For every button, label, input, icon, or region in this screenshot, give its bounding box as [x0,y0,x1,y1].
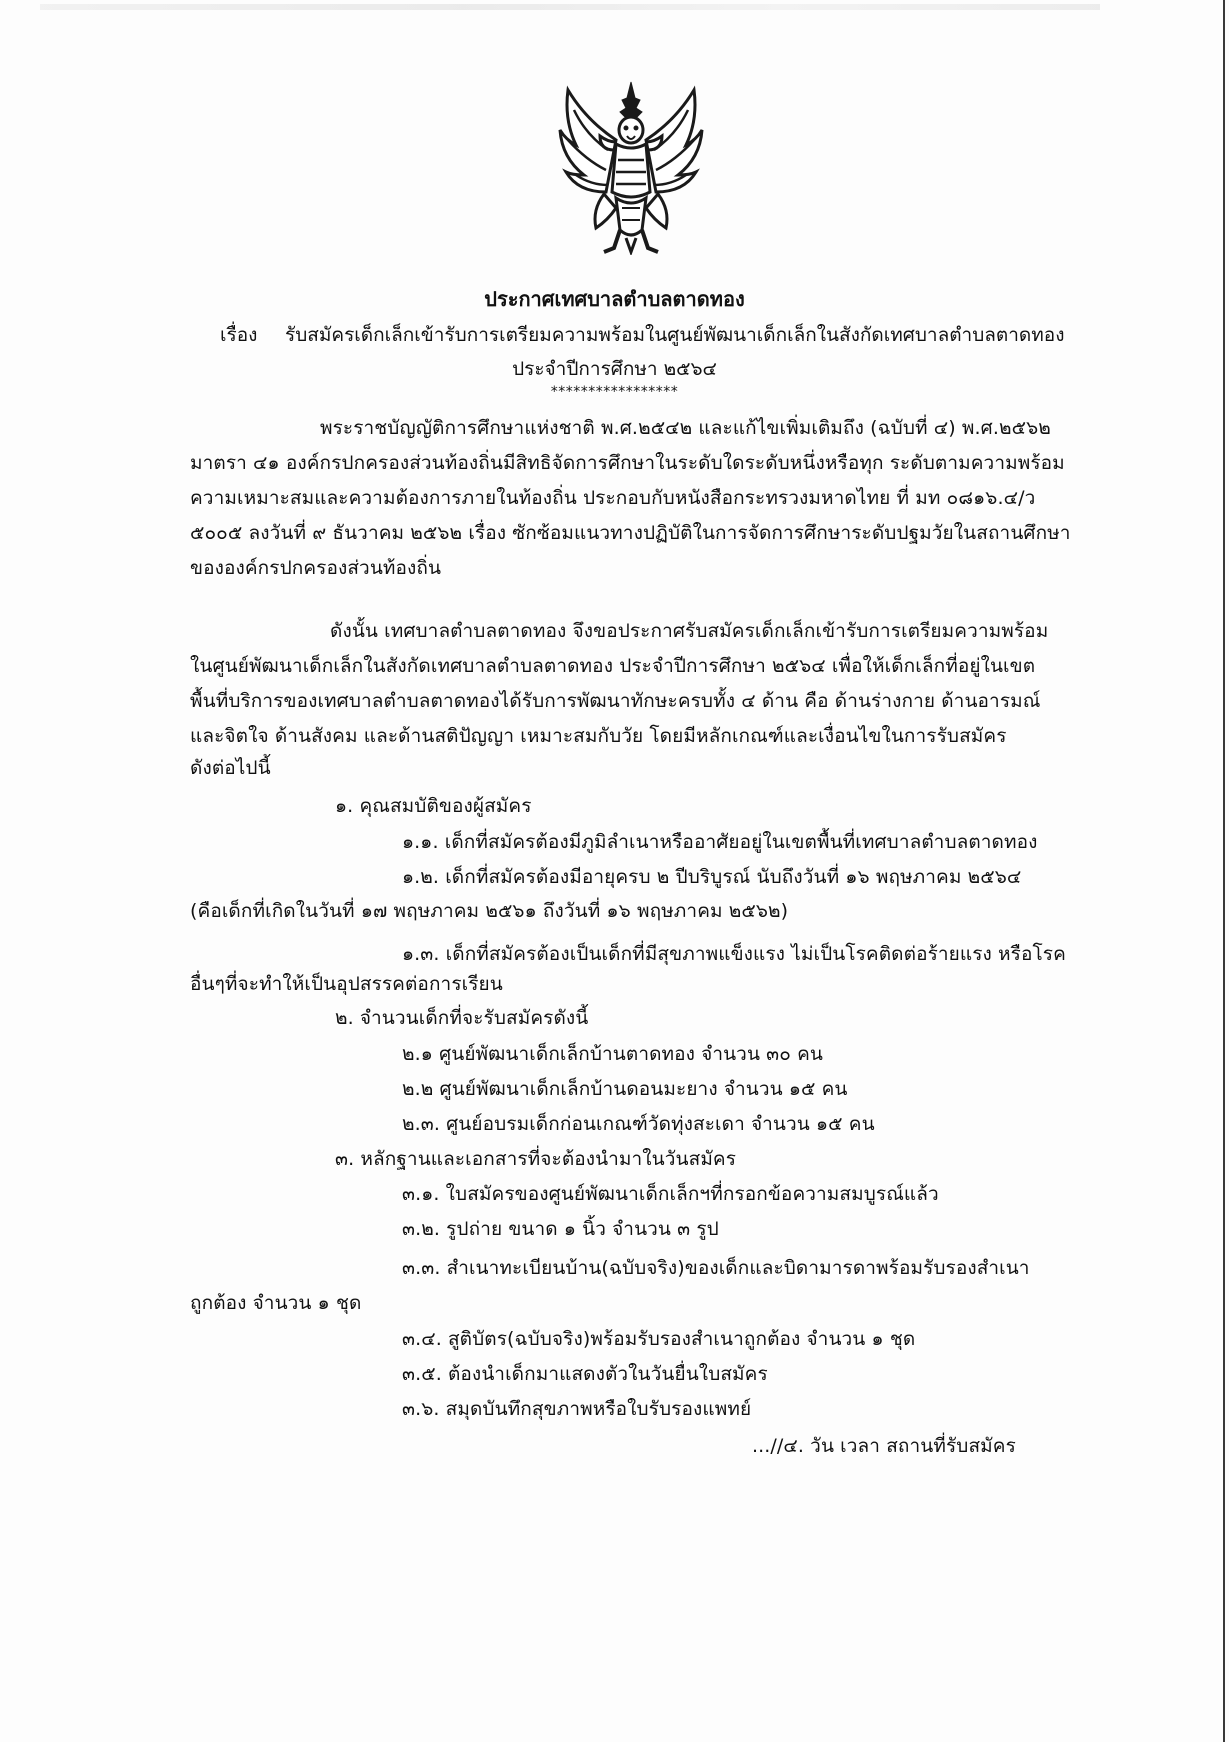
scan-artifact [40,4,1100,10]
section-3-item-6: ๓.๖. สมุดบันทึกสุขภาพหรือใบรับรองแพทย์ [402,1398,752,1420]
section-3-item-3: ๓.๓. สำเนาทะเบียนบ้าน(ฉบับจริง)ของเด็กและบิดามารดาพร้อมรับรองสำเนา [402,1257,1030,1279]
section-1-item-2-cont: (คือเด็กที่เกิดในวันที่ ๑๗ พฤษภาคม ๒๕๖๑ ถึงวันที่ ๑๖ พฤษภาคม ๒๕๖๒) [190,900,789,922]
subject-line-1: รับสมัครเด็กเล็กเข้ารับการเตรียมความพร้อมในศูนย์พัฒนาเด็กเล็กในสังกัดเทศบาลตำบลตาดทอง [285,324,1065,346]
separator: ***************** [550,384,679,400]
section-1-item-3: ๑.๓. เด็กที่สมัครต้องเป็นเด็กที่มีสุขภาพแข็งแรง ไม่เป็นโรคติดต่อร้ายแรง หรือโรค [402,943,1066,965]
paragraph-1-line-3: ความเหมาะสมและความต้องการภายในท้องถิ่น ประกอบกับหนังสือกระทรวงมหาดไทย ที่ มท ๐๘๑๖.๔/ว [190,487,1036,509]
section-3-item-5: ๓.๕. ต้องนำเด็กมาแสดงตัวในวันยื่นใบสมัคร [402,1363,768,1385]
paragraph-2-line-5: ดังต่อไปนี้ [190,757,271,779]
section-2-item-3: ๒.๓. ศูนย์อบรมเด็กก่อนเกณฑ์วัดทุ่งสะเดา จำนวน ๑๕ คน [402,1113,875,1135]
section-2-item-1: ๒.๑ ศูนย์พัฒนาเด็กเล็กบ้านตาดทอง จำนวน ๓๐ คน [402,1043,823,1065]
section-1-item-1: ๑.๑. เด็กที่สมัครต้องมีภูมิลำเนาหรืออาศัยอยู่ในเขตพื้นที่เทศบาลตำบลตาดทอง [402,831,1038,853]
section-2-item-2: ๒.๒ ศูนย์พัฒนาเด็กเล็กบ้านดอนมะยาง จำนวน ๑๕ คน [402,1078,848,1100]
section-3-item-4: ๓.๔. สูติบัตร(ฉบับจริง)พร้อมรับรองสำเนาถูกต้อง จำนวน ๑ ชุด [402,1328,916,1350]
section-3-heading: ๓. หลักฐานและเอกสารที่จะต้องนำมาในวันสมัคร [335,1148,737,1170]
section-1-item-3-cont: อื่นๆที่จะทำให้เป็นอุปสรรคต่อการเรียน [190,973,503,995]
section-1-heading: ๑. คุณสมบัติของผู้สมัคร [335,795,532,817]
paragraph-1-line-1: พระราชบัญญัติการศึกษาแห่งชาติ พ.ศ.๒๕๔๒ และแก้ไขเพิ่มเติมถึง (ฉบับที่ ๔) พ.ศ.๒๕๖๒ [320,417,1051,439]
section-3-item-3-cont: ถูกต้อง จำนวน ๑ ชุด [190,1292,362,1314]
paragraph-2-line-2: ในศูนย์พัฒนาเด็กเล็กในสังกัดเทศบาลตำบลตาดทอง ประจำปีการศึกษา ๒๕๖๔ เพื่อให้เด็กเล็กที่อยู่ในเขต [190,655,1036,677]
paragraph-2-line-3: พื้นที่บริการของเทศบาลตำบลตาดทองได้รับการพัฒนาทักษะครบทั้ง ๔ ด้าน คือ ด้านร่างกาย ด้านอารมณ์ [190,690,1041,712]
paragraph-1-line-2: มาตรา ๔๑ องค์กรปกครองส่วนท้องถิ่นมีสิทธิจัดการศึกษาในระดับใดระดับหนึ่งหรือทุก ระดับตามความพร้อม [190,452,1065,474]
paragraph-2-line-1: ดังนั้น เทศบาลตำบลตาดทอง จึงขอประกาศรับสมัครเด็กเล็กเข้ารับการเตรียมความพร้อม [330,620,1049,642]
paragraph-2-line-4: และจิตใจ ด้านสังคม และด้านสติปัญญา เหมาะสมกับวัย โดยมีหลักเกณฑ์และเงื่อนไขในการรับสมัคร [190,725,1007,747]
section-3-item-2: ๓.๒. รูปถ่าย ขนาด ๑ นิ้ว จำนวน ๓ รูป [402,1218,719,1240]
paragraph-1-line-4: ๕๐๐๕ ลงวันที่ ๙ ธันวาคม ๒๕๖๒ เรื่อง ซักซ้อมแนวทางปฏิบัติในการจัดการศึกษาระดับปฐมวัยในสถานศึกษา [190,522,1071,544]
section-1-item-2: ๑.๒. เด็กที่สมัครต้องมีอายุครบ ๒ ปีบริบูรณ์ นับถึงวันที่ ๑๖ พฤษภาคม ๒๕๖๔ [402,866,1022,888]
continuation-note: ...//๔. วัน เวลา สถานที่รับสมัคร [752,1435,1016,1457]
subject-label: เรื่อง [220,324,258,346]
document-title: ประกาศเทศบาลตำบลตาดทอง [484,287,745,311]
subject-line-2: ประจำปีการศึกษา ๒๕๖๔ [512,358,717,380]
paragraph-1-line-5: ขององค์กรปกครองส่วนท้องถิ่น [190,557,442,579]
section-3-item-1: ๓.๑. ใบสมัครของศูนย์พัฒนาเด็กเล็กฯที่กรอกข้อความสมบูรณ์แล้ว [402,1183,939,1205]
section-2-heading: ๒. จำนวนเด็กที่จะรับสมัครดังนี้ [335,1007,589,1029]
garuda-emblem-icon [556,80,706,255]
page-edge [1223,0,1225,1742]
